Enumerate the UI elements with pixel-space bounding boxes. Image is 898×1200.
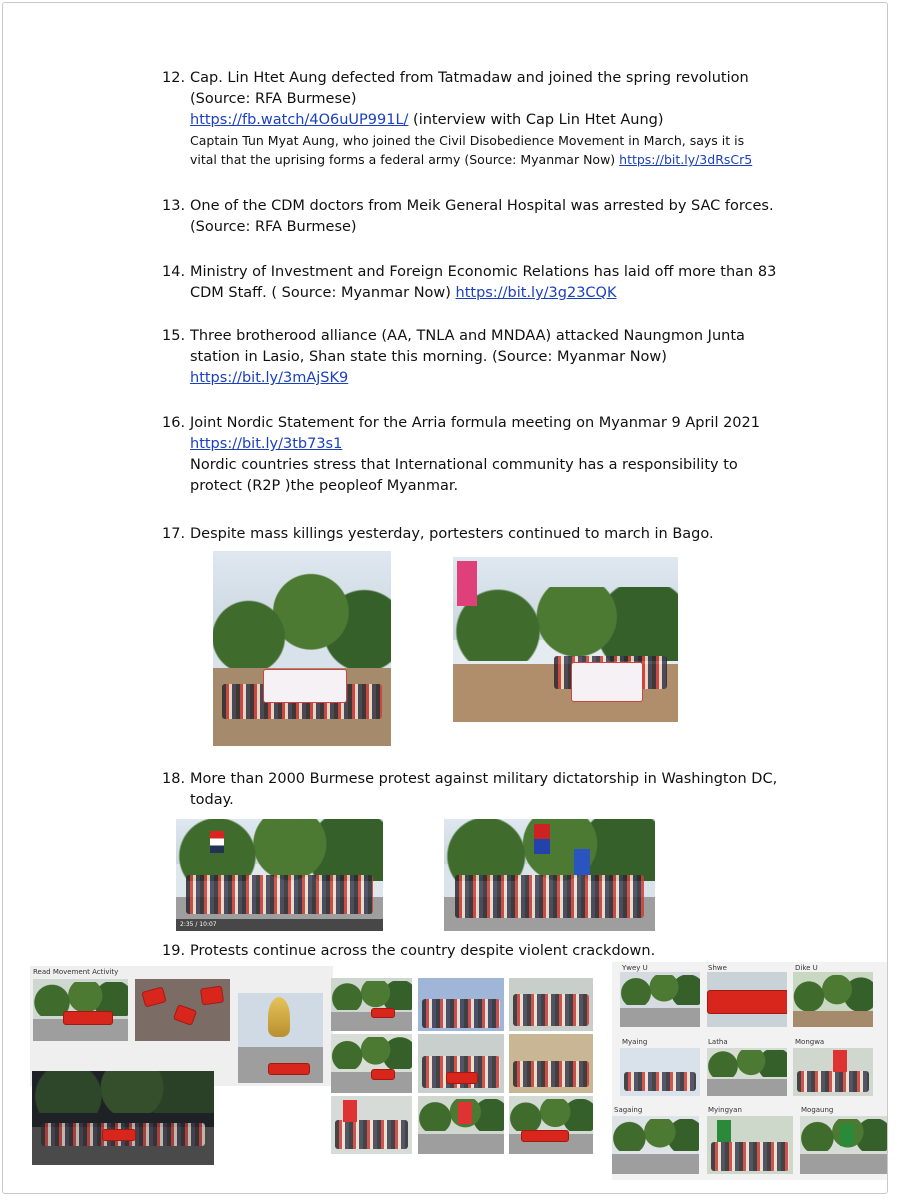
grid-photo	[707, 972, 787, 1027]
photo-caption: Mogaung	[801, 1106, 834, 1114]
item-source: CDM Staff. ( Source: Myanmar Now)	[190, 285, 456, 301]
grid-photo	[331, 1034, 412, 1093]
list-item-16	[162, 413, 802, 497]
item-source: (Source: RFA Burmese)	[190, 91, 357, 107]
item-detail: Captain Tun Myat Aung, who joined the Civil Disobedience Movement in March, says it is	[190, 133, 745, 148]
night-protest-photo	[32, 1071, 214, 1165]
item-number: 18.	[162, 771, 186, 787]
item-number: 16.	[162, 415, 186, 431]
item-detail: Nordic countries stress that International community has a responsibility to	[190, 457, 738, 473]
item-text: Ministry of Investment and Foreign Economic Relations has laid off more than 83	[190, 264, 777, 280]
grid-photo	[418, 1034, 504, 1093]
photo-caption: Mongwa	[795, 1038, 825, 1046]
collage-title: Read Movement Activity	[33, 968, 119, 976]
link-description: (interview with Cap Lin Htet Aung)	[408, 112, 664, 128]
video-time: 2:35 / 10:07	[180, 921, 217, 928]
township-protests-collage	[612, 962, 887, 1180]
photo-caption: Sagaing	[614, 1106, 643, 1114]
item-text: One of the CDM doctors from Meik General Hospital was arrested by SAC forces.	[190, 198, 774, 214]
myanmar-now-link[interactable]: https://bit.ly/3dRsCr5	[619, 152, 753, 167]
grid-photo	[509, 1096, 593, 1154]
item-source: station in Lasio, Shan state this morning. (Source: Myanmar Now)	[190, 349, 667, 365]
list-item-14	[162, 262, 802, 304]
grid-photo	[509, 978, 593, 1031]
washington-protest-photo	[444, 819, 655, 931]
list-item-13	[162, 196, 802, 238]
grid-photo	[331, 978, 412, 1031]
item-detail: vital that the uprising forms a federal army (Source: Myanmar Now)	[190, 152, 620, 167]
grid-photo	[707, 1048, 787, 1096]
list-item-15	[162, 326, 802, 389]
grid-photo	[418, 1096, 504, 1154]
bago-protest-photo-1	[213, 551, 391, 746]
movement-activity-collage	[30, 966, 333, 1086]
collage-photo	[135, 979, 230, 1041]
item-number: 19.	[162, 943, 186, 959]
statement-link[interactable]: https://bit.ly/3tb73s1	[190, 436, 343, 452]
grid-photo	[707, 1116, 793, 1174]
grid-photo	[800, 1116, 887, 1174]
flag-icon	[574, 849, 590, 875]
flag-icon	[457, 561, 477, 606]
grid-photo	[612, 1116, 699, 1174]
item-source: (Source: RFA Burmese)	[190, 219, 357, 235]
grid-photo	[793, 1048, 873, 1096]
item-number: 13.	[162, 198, 186, 214]
item-text: Three brotherood alliance (AA, TNLA and MNDAA) attacked Naungmon Junta	[190, 328, 745, 344]
source-link[interactable]: https://bit.ly/3mAjSK9	[190, 370, 349, 386]
item-text: Protests continue across the country despite violent crackdown.	[190, 943, 656, 959]
list-item-17	[162, 524, 802, 545]
grid-photo	[620, 972, 700, 1027]
item-number: 17.	[162, 526, 186, 542]
photo-caption: Ywey U	[622, 964, 648, 972]
photo-caption: Myaing	[622, 1038, 648, 1046]
collage-photo	[33, 979, 128, 1041]
item-text: Cap. Lin Htet Aung defected from Tatmadaw and joined the spring revolution	[190, 70, 749, 86]
photo-caption: Shwe	[708, 964, 727, 972]
photo-caption: Latha	[708, 1038, 728, 1046]
grid-photo	[418, 978, 504, 1031]
item-text: today.	[190, 792, 234, 808]
source-link[interactable]: https://bit.ly/3g23CQK	[455, 285, 617, 301]
grid-photo	[331, 1096, 412, 1154]
photo-caption: Myingyan	[708, 1106, 742, 1114]
protest-banner	[263, 669, 347, 703]
washington-protest-video[interactable]	[176, 819, 383, 931]
item-detail: protect (R2P )the peopleof Myanmar.	[190, 478, 459, 494]
grid-photo	[509, 1034, 593, 1093]
collage-photo	[238, 993, 323, 1083]
flag-icon	[210, 831, 224, 853]
video-controls[interactable]	[176, 919, 383, 931]
facebook-video-link[interactable]: https://fb.watch/4O6uUP991L/	[190, 112, 409, 128]
item-text: More than 2000 Burmese protest against military dictatorship in Washington DC,	[190, 771, 778, 787]
bago-protest-photo-2	[453, 557, 678, 722]
list-item-12	[162, 68, 802, 169]
grid-photo	[620, 1048, 700, 1096]
flag-icon	[534, 824, 550, 854]
photo-caption: Dike U	[795, 964, 818, 972]
item-text: Joint Nordic Statement for the Arria formula meeting on Myanmar 9 April 2021	[190, 415, 760, 431]
item-number: 12.	[162, 70, 186, 86]
grid-photo	[793, 972, 873, 1027]
item-number: 14.	[162, 264, 186, 280]
item-number: 15.	[162, 328, 186, 344]
protest-photo-grid	[331, 976, 599, 1154]
list-item-19	[162, 941, 802, 962]
list-item-18	[162, 769, 802, 811]
item-text: Despite mass killings yesterday, portesters continued to march in Bago.	[190, 526, 714, 542]
protest-banner	[571, 662, 643, 702]
